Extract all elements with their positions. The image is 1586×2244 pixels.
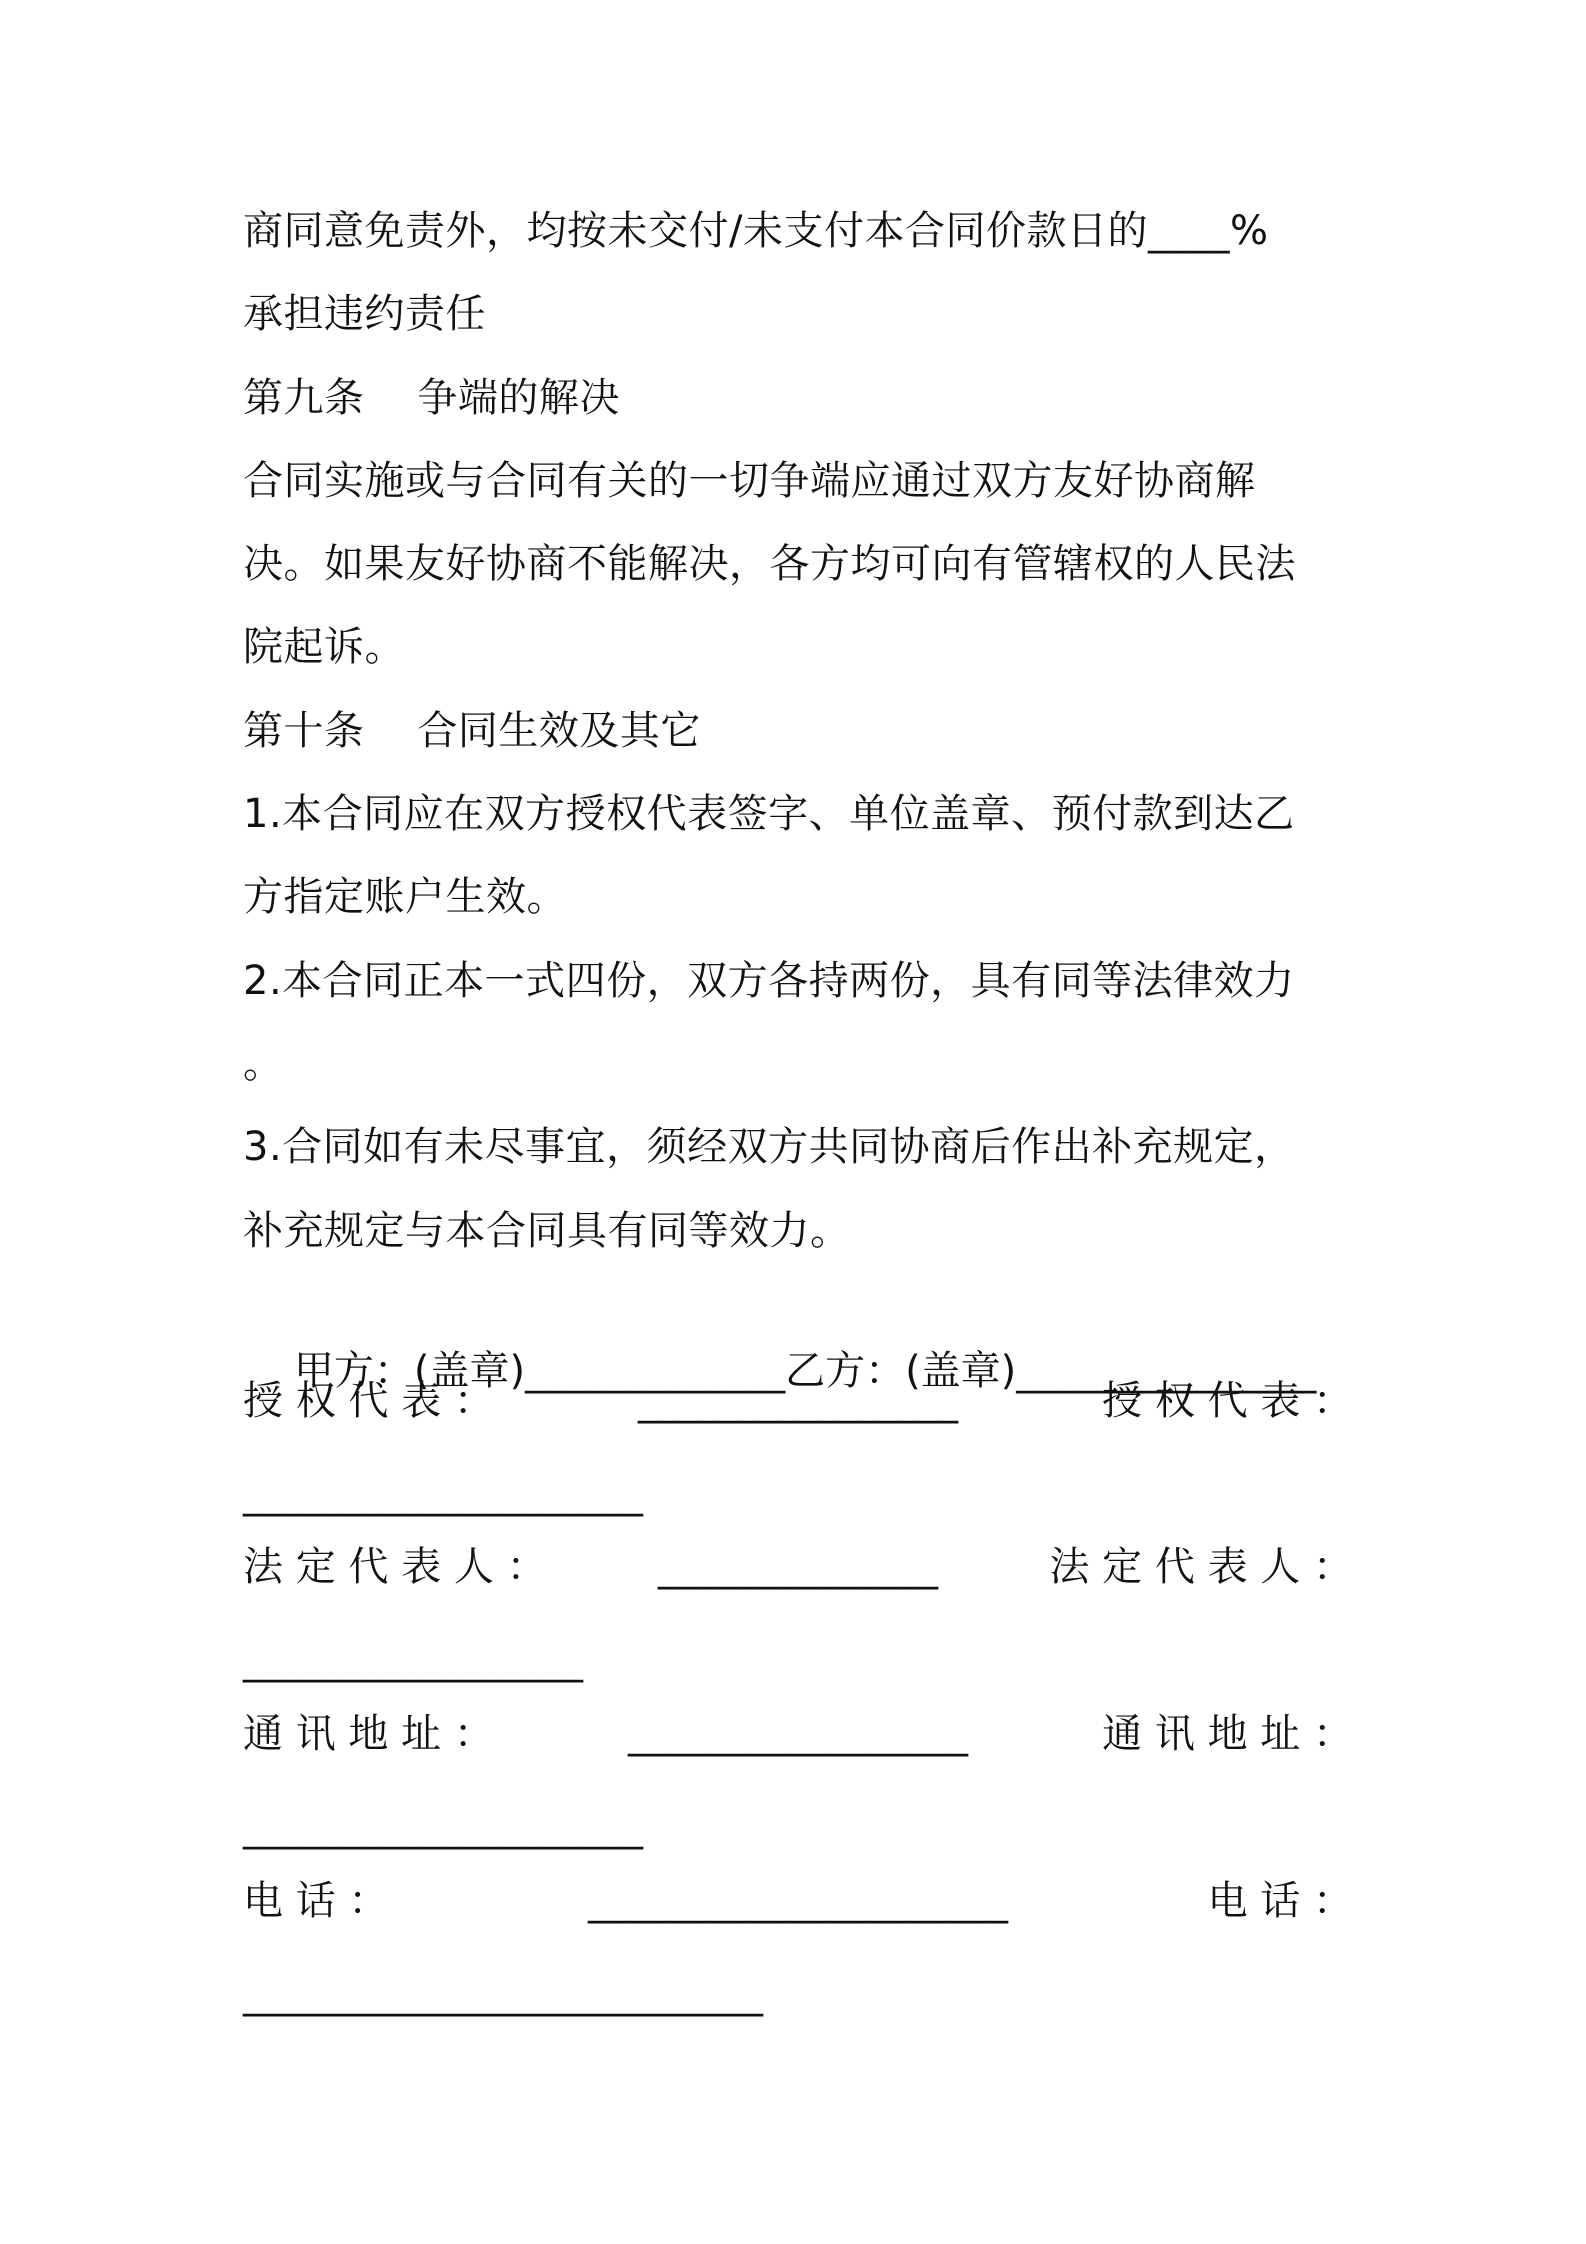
address-a-blank: _________________ <box>628 1711 968 1757</box>
clause-text-line: 3.合同如有未尽事宜，须经双方共同协商后作出补充规定， <box>243 1124 1295 1170</box>
legal-rep-row <box>243 1541 1353 1593</box>
address-row <box>243 1708 1353 1760</box>
party-a-label: 甲方：(盖章)_____________ <box>293 1348 786 1394</box>
clause-text-line: 合同实施或与合同有关的一切争端应通过双方友好协商解 <box>243 458 1256 504</box>
clause-text-line: 方指定账户生效。 <box>243 874 567 920</box>
auth-rep-b-label: 授 权 代 表 ： <box>1102 1378 1353 1424</box>
legal-rep-a-label: 法 定 代 表 人 ： <box>243 1544 547 1590</box>
party-b-label: 乙方：(盖章)_______________ <box>785 1348 1317 1394</box>
auth-rep-b-blank: ____________________ <box>243 1471 643 1517</box>
clause-text-line: 。 <box>243 1041 284 1087</box>
address-b-label: 通 讯 地 址 ： <box>1102 1711 1353 1757</box>
clause-text-line: 1.本合同应在双方授权代表签字、单位盖章、预付款到达乙 <box>243 791 1295 837</box>
legal-rep-a-blank: ______________ <box>658 1544 938 1590</box>
address-a-label: 通 讯 地 址 ： <box>243 1711 494 1757</box>
clause-text-line: 2.本合同正本一式四份，双方各持两份，具有同等法律效力 <box>243 958 1295 1004</box>
address-b-blank: ____________________ <box>243 1804 643 1850</box>
phone-row <box>243 1875 1353 1927</box>
auth-rep-a-blank: ________________ <box>638 1378 958 1424</box>
clause-text-line: 补充规定与本合同具有同等效力。 <box>243 1208 851 1254</box>
phone-b-label: 电 话 ： <box>1207 1878 1353 1924</box>
clause-text-line: 院起诉。 <box>243 624 405 670</box>
phone-a-blank: _____________________ <box>588 1878 1008 1924</box>
article-10-heading: 第十条 合同生效及其它 <box>243 708 701 754</box>
clause-text-line: 商同意免责外，均按未交付/未支付本合同价款日的____% <box>243 208 1269 254</box>
auth-rep-a-label: 授 权 代 表 ： <box>243 1378 494 1424</box>
phone-a-label: 电 话 ： <box>243 1878 389 1924</box>
legal-rep-b-label: 法 定 代 表 人 ： <box>1049 1544 1353 1590</box>
auth-rep-row <box>243 1375 1353 1427</box>
phone-b-blank: __________________________ <box>243 1971 763 2017</box>
article-9-heading: 第九条 争端的解决 <box>243 375 620 421</box>
legal-rep-b-blank: _________________ <box>243 1637 583 1683</box>
clause-text-line: 承担违约责任 <box>243 291 486 337</box>
clause-text-line: 决。如果友好协商不能解决，各方均可向有管辖权的人民法 <box>243 541 1296 587</box>
